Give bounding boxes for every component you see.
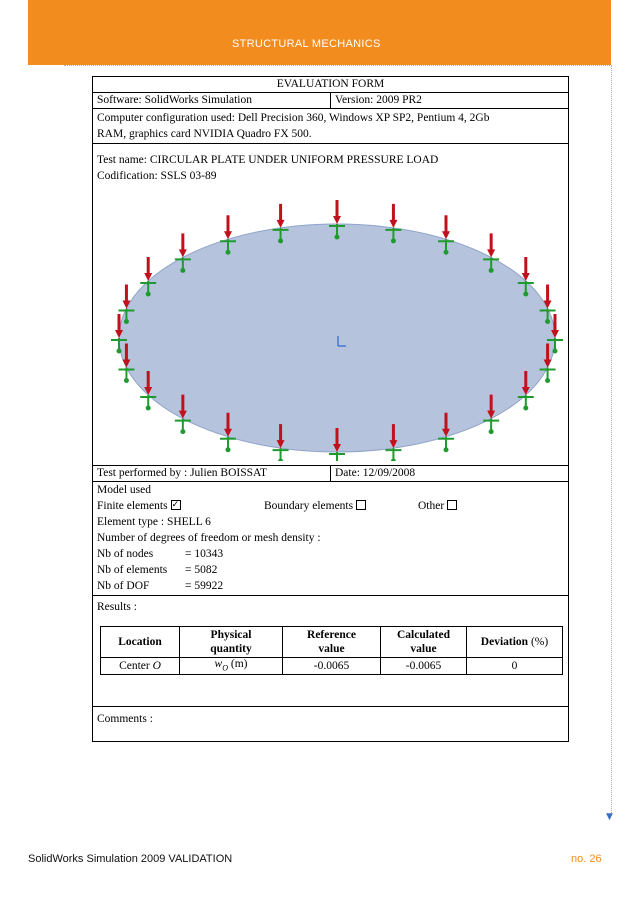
- reference-label-2: value: [318, 643, 345, 655]
- cell-reference: -0.0065: [283, 658, 381, 675]
- version-label: Version: 2009 PR2: [335, 94, 422, 106]
- cell-divider: [330, 466, 331, 481]
- finite-elements-option: [97, 500, 181, 512]
- dotted-divider-vertical: [611, 65, 612, 815]
- footer-document-title: SolidWorks Simulation 2009 VALIDATION: [28, 853, 233, 865]
- software-row: [93, 93, 568, 109]
- other-checkbox: [447, 500, 457, 510]
- table-row: [101, 658, 563, 675]
- results-row: [93, 596, 568, 707]
- nodes-line: [93, 546, 568, 562]
- config-line-1: Computer configuration used: Dell Precision 360, Windows XP SP2, Pentium 4, 2Gb: [97, 112, 490, 124]
- cell-divider: [330, 93, 331, 108]
- test-row: [93, 144, 568, 466]
- model-used-label: Model used: [97, 484, 151, 496]
- performed-by: Test performed by : Julien BOISSAT: [97, 467, 268, 479]
- cell-calculated: -0.0065: [381, 658, 467, 675]
- config-row: [93, 109, 568, 144]
- test-date: Date: 12/09/2008: [335, 467, 416, 479]
- comments-label: Comments :: [97, 713, 153, 725]
- dof-label: Nb of DOF: [97, 580, 150, 592]
- deviation-unit: (%): [530, 636, 549, 648]
- results-table: [100, 626, 563, 675]
- col-reference-value: [283, 627, 381, 658]
- physical-label-1: Physical: [210, 629, 252, 641]
- deviation-label: Deviation: [480, 636, 529, 648]
- section-title: STRUCTURAL MECHANICS: [232, 38, 381, 50]
- col-physical-quantity: [180, 627, 283, 658]
- calculated-label-2: value: [410, 643, 437, 655]
- boundary-elements-option: [264, 498, 366, 514]
- model-row: [93, 482, 568, 596]
- cell-deviation: 0: [467, 658, 563, 675]
- nodes-label: Nb of nodes: [97, 548, 154, 560]
- elements-label: Nb of elements: [97, 564, 168, 576]
- elements-value: = 5082: [185, 564, 218, 576]
- quantity-subscript: O: [222, 663, 228, 673]
- col-deviation: [467, 627, 563, 658]
- other-label: Other: [418, 500, 445, 512]
- software-label: Software: SolidWorks Simulation: [97, 94, 252, 106]
- elements-line: [93, 562, 568, 578]
- config-line-2: RAM, graphics card NVIDIA Quadro FX 500.: [97, 128, 312, 140]
- evaluation-form: [92, 76, 569, 742]
- element-type: Element type : SHELL 6: [97, 516, 211, 528]
- quantity-symbol: w: [214, 658, 223, 670]
- test-name: Test name: CIRCULAR PLATE UNDER UNIFORM PRESSURE LOAD: [97, 154, 439, 166]
- other-option: [418, 498, 457, 514]
- physical-label-2: quantity: [210, 643, 252, 655]
- header-banner: [28, 0, 611, 65]
- quantity-unit: (m): [227, 658, 248, 670]
- finite-elements-checkbox: [171, 500, 181, 510]
- results-label: Results :: [97, 601, 137, 613]
- col-calculated-value: [381, 627, 467, 658]
- col-location: Location: [101, 627, 180, 658]
- dof-line: [93, 578, 568, 594]
- codification: Codification: SSLS 03-89: [97, 170, 217, 182]
- form-title: EVALUATION FORM: [93, 77, 568, 93]
- plate-model-figure: [98, 186, 568, 461]
- dof-value: = 59922: [185, 580, 224, 592]
- cell-location: [101, 658, 180, 675]
- cell-quantity: [180, 658, 283, 675]
- dotted-divider-horizontal: [64, 65, 612, 66]
- boundary-elements-checkbox: [356, 500, 366, 510]
- finite-elements-label: Finite elements: [97, 500, 168, 512]
- location-point: O: [152, 659, 161, 672]
- dof-heading: Number of degrees of freedom or mesh density :: [97, 532, 321, 544]
- reference-label-1: Reference: [307, 629, 356, 641]
- nodes-value: = 10343: [185, 548, 224, 560]
- comments-row: [93, 707, 568, 742]
- boundary-elements-label: Boundary elements: [264, 500, 354, 512]
- performed-row: [93, 466, 568, 482]
- results-header-row: [101, 627, 563, 658]
- location-prefix: Center: [119, 659, 153, 672]
- calculated-label-1: Calculated: [396, 629, 451, 641]
- circular-plate: [119, 224, 555, 452]
- page-number: no. 26: [571, 853, 602, 865]
- page-corner-arrow-icon: ▼: [606, 812, 613, 822]
- model-type-options: [93, 498, 568, 514]
